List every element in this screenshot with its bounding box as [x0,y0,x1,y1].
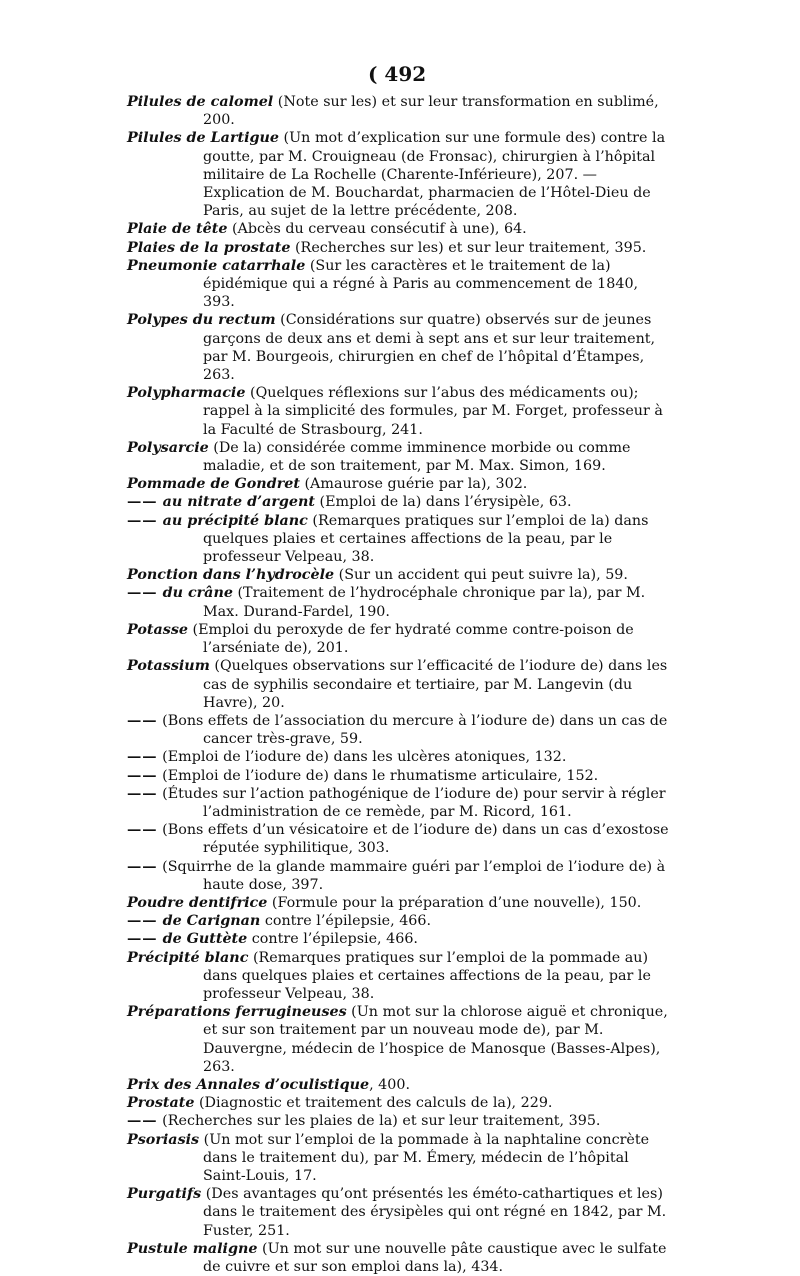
entry-text: (Abcès du cerveau consécutif à une), 64. [227,221,527,238]
entry-headword: de Carignan [157,913,261,930]
entry-text: (Traitement de l’hydrocéphale chronique par la), par M. Max. Durand-Fardel, 190. [203,585,646,620]
entry-text: (Études sur l’action pathogénique de l’iodure de) pour servir à régler l’administration de ce remède, par M. Ricord, 161. [157,785,666,820]
repeat-dash: —— [127,858,158,875]
entry-headword: Plaies de la prostate [127,239,291,256]
index-entry [127,239,670,257]
entry-headword: Plaie de tête [127,221,228,238]
entry-text: (Sur les caractères et le traitement de la) épidémique qui a régné à Paris au commencement de 1840, 393. [203,257,639,311]
entry-text: (Remarques pratiques sur l’emploi de la) dans quelques plaies et certaines affections de la peau, par le professeur Velpeau, 38. [203,512,649,566]
entry-text: (Emploi du peroxyde de fer hydraté comme contre-poison de l’arséniate de), 201. [187,621,634,657]
index-entry [127,1094,670,1112]
repeat-dash: —— [127,913,158,930]
entry-headword: Pilules de Lartigue [127,130,280,147]
entry-text: (Squirrhe de la glande mammaire guéri par l’emploi de l’iodure de) à haute dose, 397. [157,858,666,893]
index-entry [127,384,670,439]
index-entry [127,311,670,384]
index-entry [127,785,670,821]
repeat-dash: —— [127,512,158,529]
entry-text: contre l’épilepsie, 466. [247,931,418,948]
page-number: ( 492 [368,62,427,86]
index-entry [127,493,670,511]
index-entry [127,93,670,129]
entry-headword: Pommade de Gondret [127,476,300,493]
repeat-dash: —— [127,494,158,511]
index-entry [127,858,670,894]
index-entry [127,220,670,238]
repeat-dash: —— [127,1113,158,1130]
index-entry [127,1131,670,1186]
entry-headword: Prix des Annales d’oculistique [127,1076,370,1093]
entry-headword: Ponction dans l’hydrocèle [127,567,335,584]
entry-headword: Pneumonie catarrhale [127,257,306,274]
index-entry [127,1240,670,1276]
entry-headword: Précipité blanc [127,949,249,966]
entry-headword: Polysarcie [127,439,209,456]
entry-text: (Diagnostic et traitement des calculs de la), 229. [194,1095,553,1112]
repeat-dash: —— [127,585,158,602]
entry-text: (Bons effets de l’association du mercure à l’iodure de) dans un cas de cancer très-grave, 59. [157,712,668,748]
entry-headword: Pilules de calomel [127,94,274,110]
repeat-dash: —— [127,767,158,784]
entry-headword: au précipité blanc [157,512,308,529]
index-entry [127,512,670,567]
entry-text: (Des avantages qu’ont présentés les éméto-cathartiques et les) dans le traitement des érysipèles qui ont régné en 1842, par M. Fuster, 251. [201,1186,667,1239]
entry-text: (Recherches sur les) et sur leur traitement, 395. [290,239,647,256]
index-entry [127,712,670,748]
entry-text: , 400. [369,1076,411,1093]
index-entries [127,93,670,1276]
entry-text: (Remarques pratiques sur l’emploi de la pommade au) dans quelques plaies et certaines affections de la peau, par le professeur Velpeau, 38. [203,949,651,1002]
entry-text: (Quelques réflexions sur l’abus des médicaments ou); rappel à la simplicité des formules, par M. Forget, professeur à la Faculté de Strasbourg, 241. [203,385,663,438]
index-entry [127,912,670,930]
entry-text: (De la) considérée comme imminence morbide ou comme maladie, et de son traitement, par M. Max. Simon, 169. [203,439,631,475]
entry-headword: Préparations ferrugineuses [127,1004,347,1021]
entry-headword: du crâne [157,585,233,602]
repeat-dash: —— [127,931,158,948]
index-entry [127,566,670,584]
entry-text: (Un mot d’explication sur une formule des) contre la goutte, par M. Crouigneau (de Fronsac), chirurgien à l’hôpital militaire de La Rochelle (Charente-Inférieure), 207. — Explication de M. Bouchardat, pharmacien de l’Hôtel-Dieu de Paris, au sujet de la lettre précédente, 208. [203,130,666,220]
entry-headword: au nitrate d’argent [157,494,315,511]
entry-text: contre l’épilepsie, 466. [260,913,432,930]
repeat-dash: —— [127,712,158,729]
entry-headword: Psoriasis [127,1131,200,1148]
entry-headword: Pustule maligne [127,1240,258,1257]
entry-headword: Polypharmacie [127,385,246,402]
entry-headword: Polypes du rectum [127,312,276,329]
entry-text: (Bons effets d’un vésicatoire et de l’iodure de) dans un cas d’exostose réputée syphilitique, 303. [157,822,669,857]
entry-text: (Emploi de l’iodure de) dans les ulcères atoniques, 132. [157,749,567,766]
entry-text: (Quelques observations sur l’efficacité de l’iodure de) dans les cas de syphilis secondaire et tertiaire, par M. Langevin (du Havre), 20. [203,658,668,711]
entry-text: (Emploi de l’iodure de) dans le rhumatisme articulaire, 152. [157,767,599,784]
entry-headword: Purgatifs [127,1186,202,1203]
index-entry [127,1112,670,1130]
entry-text: (Note sur les) et sur leur transformation en sublimé, 200. [203,94,659,129]
index-entry [127,930,670,948]
entry-headword: Prostate [127,1095,195,1112]
entry-text: (Sur un accident qui peut suivre la), 59. [334,567,628,584]
entry-headword: Potasse [127,621,188,638]
index-entry [127,1185,670,1240]
index-entry [127,439,670,475]
entry-text: (Un mot sur une nouvelle pâte caustique avec le sulfate de cuivre et sur son emploi dans la), 434. [203,1240,667,1275]
entry-text: (Un mot sur la chlorose aiguë et chronique, et sur son traitement par un nouveau mode de), par M. Dauvergne, médecin de l’hospice de Manosque (Basses-Alpes), 263. [203,1004,668,1075]
index-entry [127,1003,670,1076]
index-entry [127,767,670,785]
index-entry [127,257,670,312]
entry-text: (Amaurose guérie par la), 302. [299,476,528,493]
entry-text: (Un mot sur l’emploi de la pommade à la naphtaline concrète dans le traitement du), par M. Émery, médecin de l’hôpital Saint-Louis, 17. [199,1131,650,1184]
index-entry [127,475,670,493]
index-entry [127,584,670,620]
index-entry [127,657,670,712]
repeat-dash: —— [127,749,158,766]
index-entry [127,1076,670,1094]
index-entry [127,821,670,857]
index-entry [127,621,670,657]
index-entry [127,894,670,912]
index-entry [127,949,670,1004]
repeat-dash: —— [127,785,158,802]
entry-text: (Emploi de la) dans l’érysipèle, 63. [314,494,572,511]
entry-text: (Recherches sur les plaies de la) et sur leur traitement, 395. [157,1113,601,1130]
entry-text: (Formule pour la préparation d’une nouvelle), 150. [267,894,642,911]
index-entry [127,748,670,766]
entry-headword: de Guttète [157,931,248,948]
index-entry [127,129,670,220]
entry-text: (Considérations sur quatre) observés sur de jeunes garçons de deux ans et demi à sept ans et sur leur traitement, par M. Bourgeois, chirurgien en chef de l’hôpital d’Étampes, 263. [203,312,656,384]
repeat-dash: —— [127,822,158,839]
entry-headword: Poudre dentifrice [127,894,268,911]
entry-headword: Potassium [127,658,210,675]
